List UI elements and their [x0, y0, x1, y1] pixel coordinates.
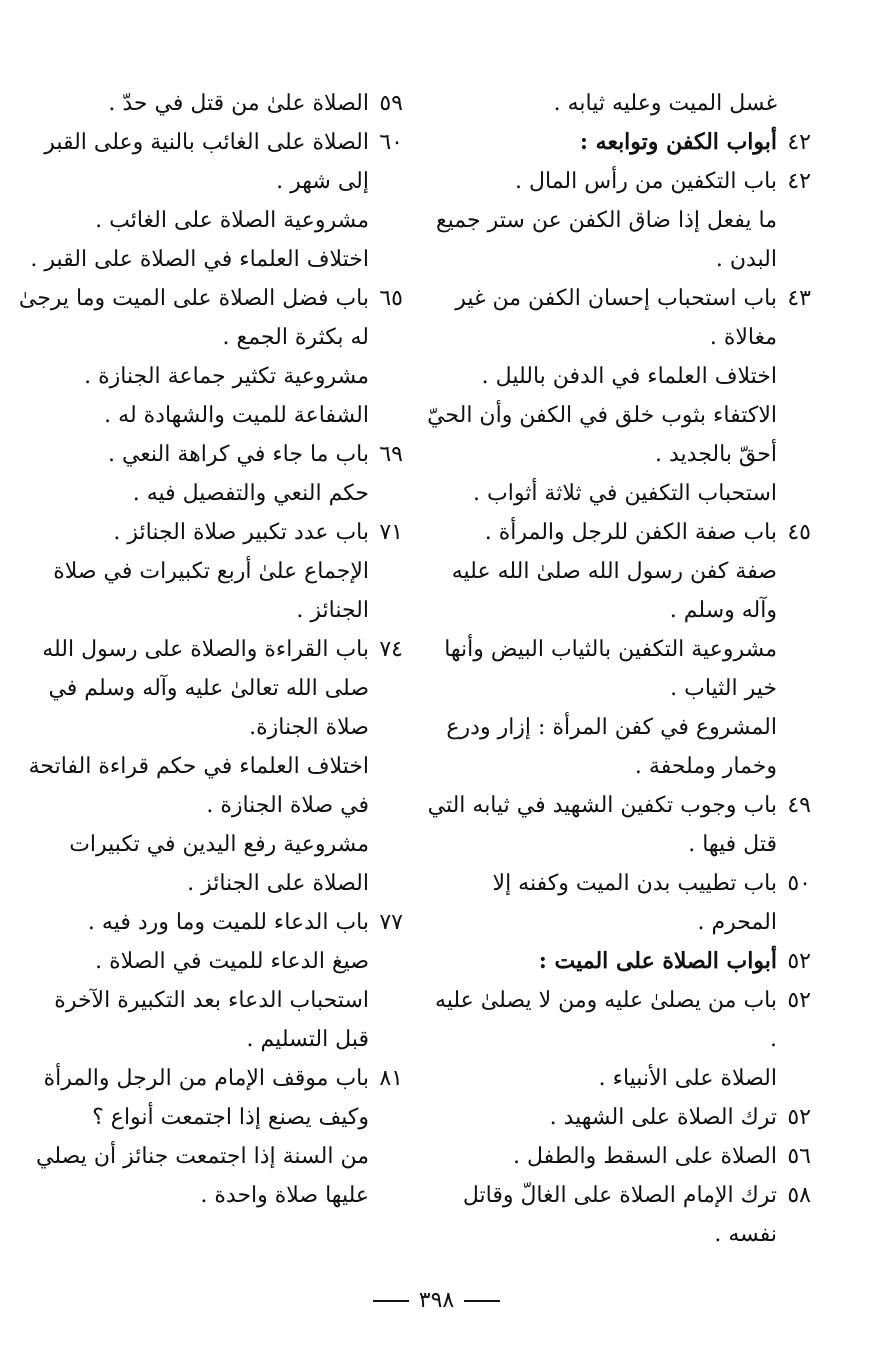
footer-dash-right	[464, 1300, 500, 1302]
index-entry	[18, 552, 403, 630]
entry-title: الشفاعة للميت والشهادة له .	[104, 403, 369, 428]
entry-title: صيغ الدعاء للميت في الصلاة .	[95, 949, 369, 974]
entry-title: باب استحباب إحسان الكفن من غير مغالاة .	[455, 286, 777, 350]
index-entry	[426, 1098, 811, 1137]
entry-title: الإجماع علىٰ أربع تكبيرات في صلاة الجنائز .	[53, 559, 369, 623]
index-entry	[18, 903, 403, 942]
entry-title: ما يفعل إذا ضاق الكفن عن ستر جميع البدن .	[435, 208, 777, 272]
entry-page-number: ٥٠	[787, 871, 811, 896]
index-entry	[426, 123, 811, 162]
right-column	[426, 84, 811, 1254]
entry-page-number: ٤٩	[787, 793, 811, 818]
footer-dash-left	[373, 1300, 409, 1302]
entry-title: من السنة إذا اجتمعت جنائز أن يصلي عليها صلاة واحدة .	[36, 1144, 369, 1208]
entry-title: اختلاف العلماء في الدفن بالليل .	[481, 364, 777, 389]
entry-page-number: ٦٥	[379, 286, 403, 311]
index-entry	[18, 201, 403, 240]
index-entry	[18, 474, 403, 513]
entry-title: غسل الميت وعليه ثيابه .	[553, 91, 777, 116]
entry-page-number: ٥٢	[787, 949, 811, 974]
entry-title: مشروعية التكفين بالثياب البيض وأنها خير الثياب .	[444, 637, 777, 701]
entry-title: اختلاف العلماء في حكم قراءة الفاتحة في صلاة الجنازة .	[28, 754, 369, 818]
entry-page-number: ٤٥	[787, 520, 811, 545]
index-entry	[18, 513, 403, 552]
entry-title: مشروعية تكثير جماعة الجنازة .	[84, 364, 369, 389]
entry-title: استحباب الدعاء بعد التكبيرة الآخرة قبل التسليم .	[54, 988, 369, 1052]
index-entry	[426, 84, 811, 123]
index-entry	[426, 552, 811, 630]
entry-title: مشروعية رفع اليدين في تكبيرات الصلاة على الجنائز .	[69, 832, 369, 896]
entry-page-number: ٥٢	[787, 1105, 811, 1130]
entry-title: المشروع في كفن المرأة : إزار ودرع وخمار وملحفة .	[446, 715, 777, 779]
entry-title: باب الدعاء للميت وما ورد فيه .	[87, 910, 369, 935]
entry-page-number: ٥٢	[787, 988, 811, 1013]
index-entry	[18, 435, 403, 474]
index-entry	[18, 981, 403, 1059]
index-entry	[426, 201, 811, 279]
index-entry	[18, 84, 403, 123]
entry-title: باب ما جاء في كراهة النعي .	[107, 442, 369, 467]
entry-page-number: ٨١	[379, 1066, 403, 1091]
entry-page-number: ٧٤	[379, 637, 403, 662]
entry-title: الصلاة على السقط والطفل .	[513, 1144, 777, 1169]
entry-title: أبواب الصلاة على الميت :	[538, 948, 777, 974]
entry-title: باب موقف الإمام من الرجل والمرأة وكيف يصنع إذا اجتمعت أنواع ؟	[43, 1066, 369, 1130]
index-entry	[426, 1059, 811, 1098]
index-entry	[426, 162, 811, 201]
entry-title: باب تطييب بدن الميت وكفنه إلا المحرم .	[492, 871, 777, 935]
entry-title: ترك الإمام الصلاة على الغالّ وقاتل نفسه .	[462, 1183, 777, 1247]
index-entry	[426, 396, 811, 474]
entry-title: استحباب التكفين في ثلاثة أثواب .	[473, 481, 777, 506]
index-entry	[18, 942, 403, 981]
index-entry	[426, 1176, 811, 1254]
entry-title: ترك الصلاة على الشهيد .	[549, 1105, 777, 1130]
entry-page-number: ٧٧	[379, 910, 403, 935]
page-number: ٣٩٨	[418, 1288, 455, 1313]
entry-page-number: ٧١	[379, 520, 403, 545]
entry-page-number: ٥٦	[787, 1144, 811, 1169]
entry-title: أبواب الكفن وتوابعه :	[579, 129, 777, 155]
index-entry	[18, 1137, 403, 1215]
entry-page-number: ٦٩	[379, 442, 403, 467]
entry-page-number: ٤٢	[787, 130, 811, 155]
index-entry	[426, 357, 811, 396]
index-entry	[426, 1137, 811, 1176]
index-entry	[426, 474, 811, 513]
index-entry	[426, 279, 811, 357]
entry-title: الصلاة علىٰ من قتل في حدّ .	[108, 91, 369, 116]
index-entry	[18, 123, 403, 201]
entry-title: باب من يصلىٰ عليه ومن لا يصلىٰ عليه .	[434, 988, 777, 1052]
entry-title: الاكتفاء بثوب خلق في الكفن وأن الحيّ أحقّ بالجديد .	[427, 403, 777, 467]
index-entry	[426, 708, 811, 786]
index-entry	[18, 1059, 403, 1137]
entry-page-number: ٥٨	[787, 1183, 811, 1208]
entry-title: اختلاف العلماء في الصلاة على القبر .	[30, 247, 369, 272]
entry-page-number: ٤٢	[787, 169, 811, 194]
entry-title: باب القراءة والصلاة على رسول الله صلى الله تعالىٰ عليه وآله وسلم في صلاة الجنازة.	[42, 637, 369, 740]
index-entry	[426, 630, 811, 708]
index-entry	[18, 630, 403, 747]
index-entry	[18, 279, 403, 357]
page-footer	[0, 1288, 873, 1313]
entry-title: الصلاة على الأنبياء .	[598, 1066, 777, 1091]
left-column	[18, 84, 403, 1215]
entry-page-number: ٦٠	[379, 130, 403, 155]
entry-title: باب عدد تكبير صلاة الجنائز .	[113, 520, 369, 545]
index-entry	[18, 825, 403, 903]
entry-title: مشروعية الصلاة على الغائب .	[95, 208, 369, 233]
index-entry	[18, 240, 403, 279]
entry-page-number: ٥٩	[379, 91, 403, 116]
entry-title: باب فضل الصلاة على الميت وما يرجىٰ له بكثرة الجمع .	[18, 286, 369, 350]
entry-title: باب التكفين من رأس المال .	[515, 169, 777, 194]
entry-title: باب وجوب تكفين الشهيد في ثيابه التي قتل فيها .	[427, 793, 777, 857]
index-entry	[426, 981, 811, 1059]
index-entry	[426, 513, 811, 552]
entry-page-number: ٤٣	[787, 286, 811, 311]
entry-title: الصلاة على الغائب بالنية وعلى القبر إلى شهر .	[44, 130, 369, 194]
index-entry	[18, 357, 403, 396]
index-entry	[426, 864, 811, 942]
index-entry	[426, 786, 811, 864]
entry-title: باب صفة الكفن للرجل والمرأة .	[484, 520, 777, 545]
entry-title: حكم النعي والتفصيل فيه .	[132, 481, 369, 506]
index-entry	[426, 942, 811, 981]
entry-title: صفة كفن رسول الله صلىٰ الله عليه وآله وسلم .	[451, 559, 777, 623]
index-entry	[18, 747, 403, 825]
index-entry	[18, 396, 403, 435]
